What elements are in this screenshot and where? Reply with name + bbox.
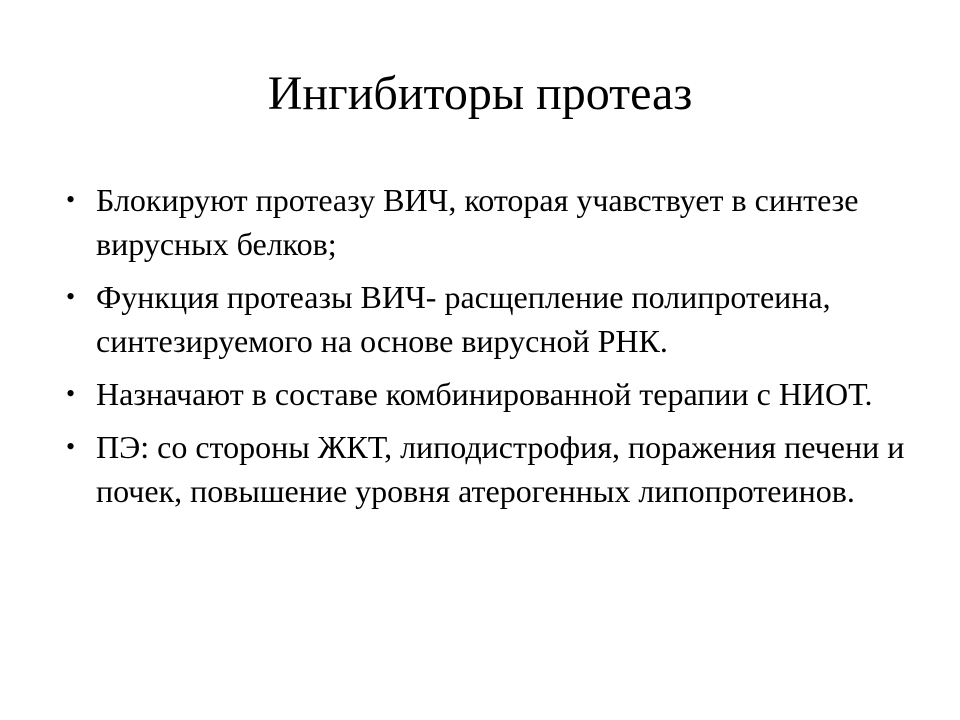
- slide-title: Ингибиторы протеаз: [267, 67, 693, 120]
- bullet-icon: •: [66, 282, 76, 311]
- bullet-list: [60, 178, 920, 522]
- bullet-icon: •: [66, 432, 76, 461]
- bullet-text: ПЭ: со стороны ЖКТ, липодистрофия, поражения печени и почек, повышение уровня атерогенных липопротеинов.: [96, 429, 905, 509]
- bullet-item: [60, 425, 920, 513]
- bullet-icon: •: [66, 185, 76, 214]
- bullet-text: Блокируют протеазу ВИЧ, которая учавствует в синтезе вирусных белков;: [96, 182, 859, 262]
- bullet-text: Функция протеазы ВИЧ- расщепление полипротеина, синтезируемого на основе вирусной РНК.: [96, 279, 831, 359]
- bullet-icon: •: [66, 379, 76, 408]
- bullet-item: [60, 178, 920, 266]
- bullet-item: [60, 372, 920, 416]
- bullet-text: Назначают в составе комбинированной терапии с НИОТ.: [96, 376, 873, 412]
- bullet-item: [60, 275, 920, 363]
